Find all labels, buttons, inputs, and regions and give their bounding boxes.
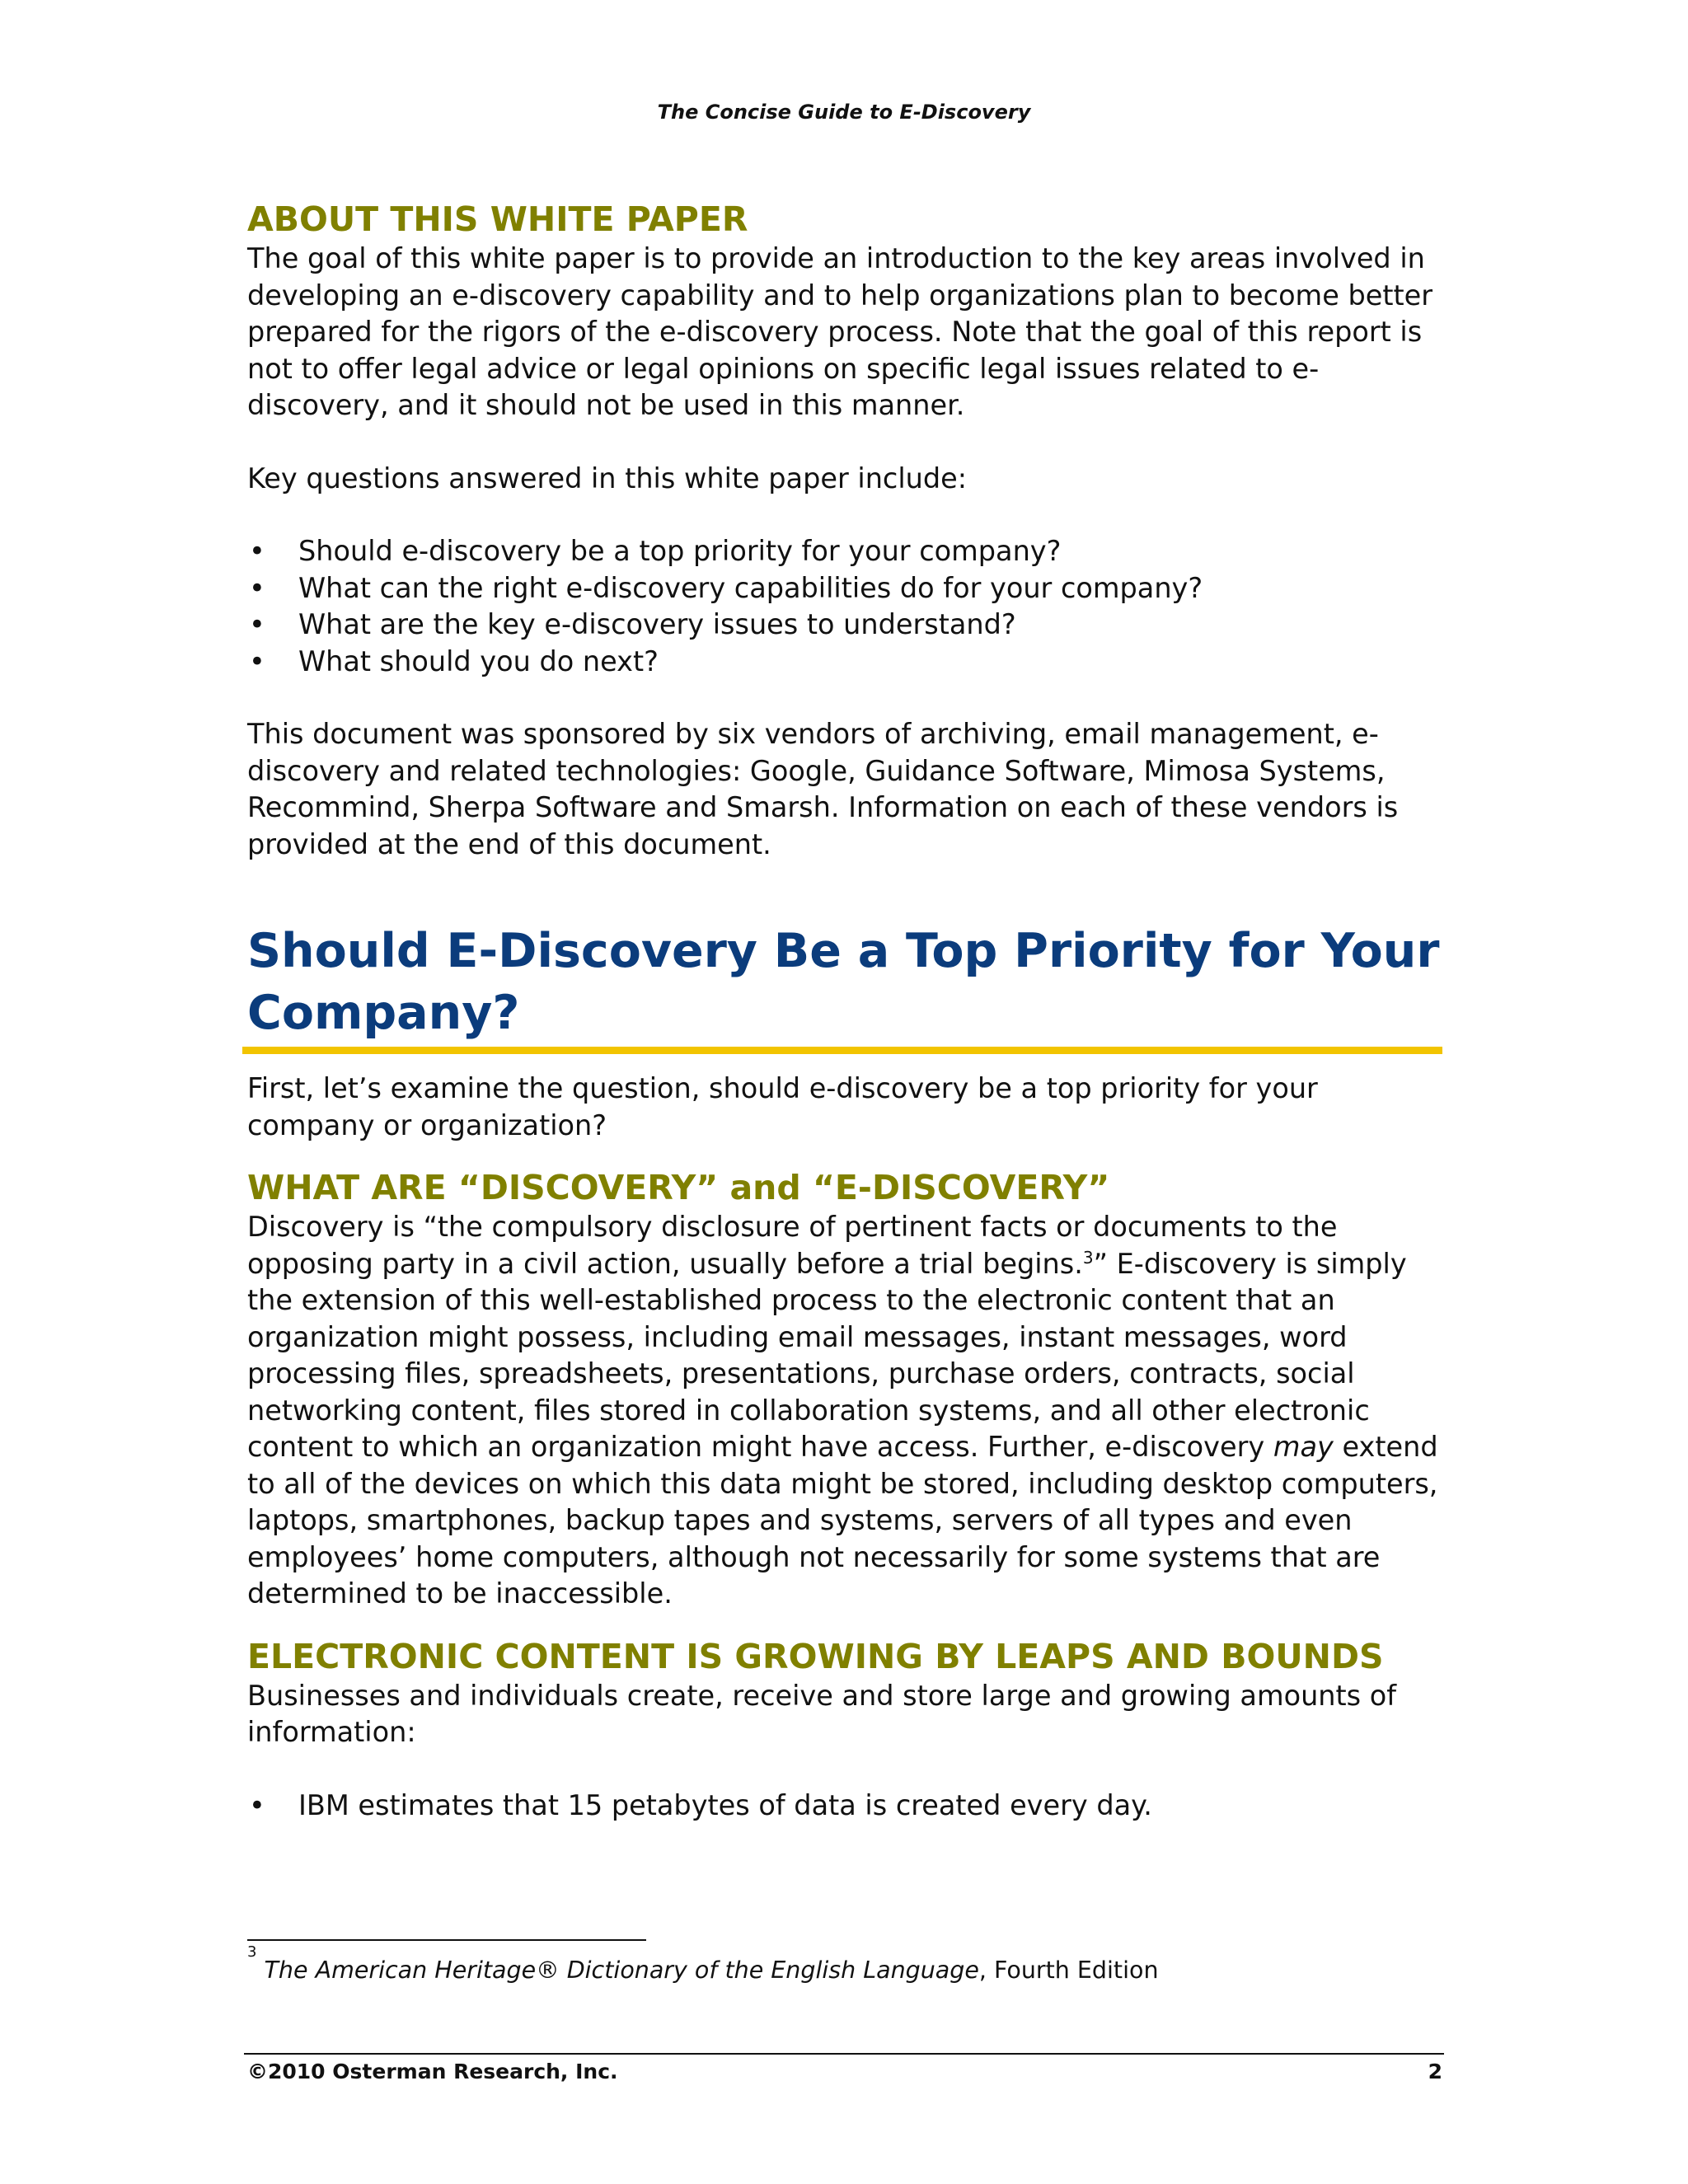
emphasis-text: may (1273, 1431, 1334, 1463)
bullet-icon: • (249, 1788, 265, 1821)
bullet-icon: • (249, 535, 265, 567)
bullet-icon: • (249, 644, 265, 677)
running-header: The Concise Guide to E-Discovery (657, 101, 1031, 124)
page-number: 2 (1428, 2060, 1442, 2083)
list-item-text: What should you do next? (298, 644, 659, 677)
list-item (247, 1788, 1444, 1825)
list-item-text: What can the right e-discovery capabilities do for your company? (298, 571, 1203, 604)
list-item-text: What are the key e-discovery issues to understand? (298, 608, 1016, 640)
section-heading-line-2: Company? (247, 986, 520, 1040)
section-divider (242, 1047, 1442, 1054)
list-item (247, 644, 1444, 681)
footnote-number: 3 (247, 1943, 257, 1961)
list-item (247, 570, 1444, 607)
section-heading-line-1: Should E-Discovery Be a Top Priority for Your (247, 924, 1440, 978)
about-paragraph-1: The goal of this white paper is to provide an introduction to the key areas involved in developing an e-discovery capability and to help organizations plan to become better prepared for the rigors of the e-discovery process. Note that the goal of this report is not to offer legal advice or legal opinions on specific legal issues related to e-discovery, and it should not be used in this manner. (247, 242, 1432, 421)
list-item (247, 533, 1444, 570)
discovery-text-b: ” E-discovery is simply the extension of this well-established process to the electronic content that an organization might possess, including email messages, instant messages, word processing files, spreadsheets, presentations, purchase orders, contracts, social networking content, files stored in collaboration systems, and all other electronic content to which an organization might have access. Further, e-discovery (247, 1247, 1407, 1463)
bullet-icon: • (249, 571, 265, 604)
about-paragraph-2: Key questions answered in this white paper include: (247, 462, 968, 494)
footer-divider (244, 2053, 1444, 2055)
bullet-icon: • (249, 608, 265, 640)
sponsor-paragraph: This document was sponsored by six vendors of archiving, email management, e-discovery and related technologies: Google, Guidance Software, Mimosa Systems, Recommind, Sherpa Software and Smarsh. Information on each of these vendors is provided at the end of this document. (247, 718, 1399, 860)
footnote-suffix: , Fourth Edition (978, 1957, 1159, 1984)
growth-heading: ELECTRONIC CONTENT IS GROWING BY LEAPS AND BOUNDS (247, 1636, 1384, 1676)
discovery-text-a: Discovery is “the compulsory disclosure of pertinent facts or documents to the opposing party in a civil action, usually before a trial begins. (247, 1211, 1338, 1280)
discovery-heading: WHAT ARE “DISCOVERY” and “E-DISCOVERY” (247, 1168, 1110, 1207)
footer-copyright: ©2010 Osterman Research, Inc. (247, 2060, 618, 2083)
main-content (247, 198, 1444, 1824)
footnote-divider (247, 1939, 646, 1941)
growth-list (247, 1788, 1444, 1825)
discovery-paragraph (247, 1209, 1444, 1613)
footnote-title: The American Heritage® Dictionary of the English Language (264, 1957, 979, 1984)
key-questions-list (247, 533, 1444, 680)
list-item-text: Should e-discovery be a top priority for your company? (298, 535, 1062, 567)
section-intro: First, let’s examine the question, should e-discovery be a top priority for your company or organization? (247, 1072, 1318, 1141)
list-item-text: IBM estimates that 15 petabytes of data is created every day. (298, 1788, 1152, 1821)
growth-paragraph: Businesses and individuals create, receive and store large and growing amounts of information: (247, 1679, 1397, 1748)
discovery-text-c: extend to all of the devices on which this data might be stored, including desktop computers, laptops, smartphones, backup tapes and systems, servers of all types and even employees’ home computers, although not necessarily for some systems that are determined to be inaccessible. (247, 1431, 1438, 1610)
about-heading: ABOUT THIS WHITE PAPER (247, 199, 748, 239)
section-heading (247, 921, 1444, 1044)
footnote (247, 1943, 1444, 1985)
footnote-reference: 3 (1082, 1247, 1094, 1268)
list-item (247, 607, 1444, 644)
